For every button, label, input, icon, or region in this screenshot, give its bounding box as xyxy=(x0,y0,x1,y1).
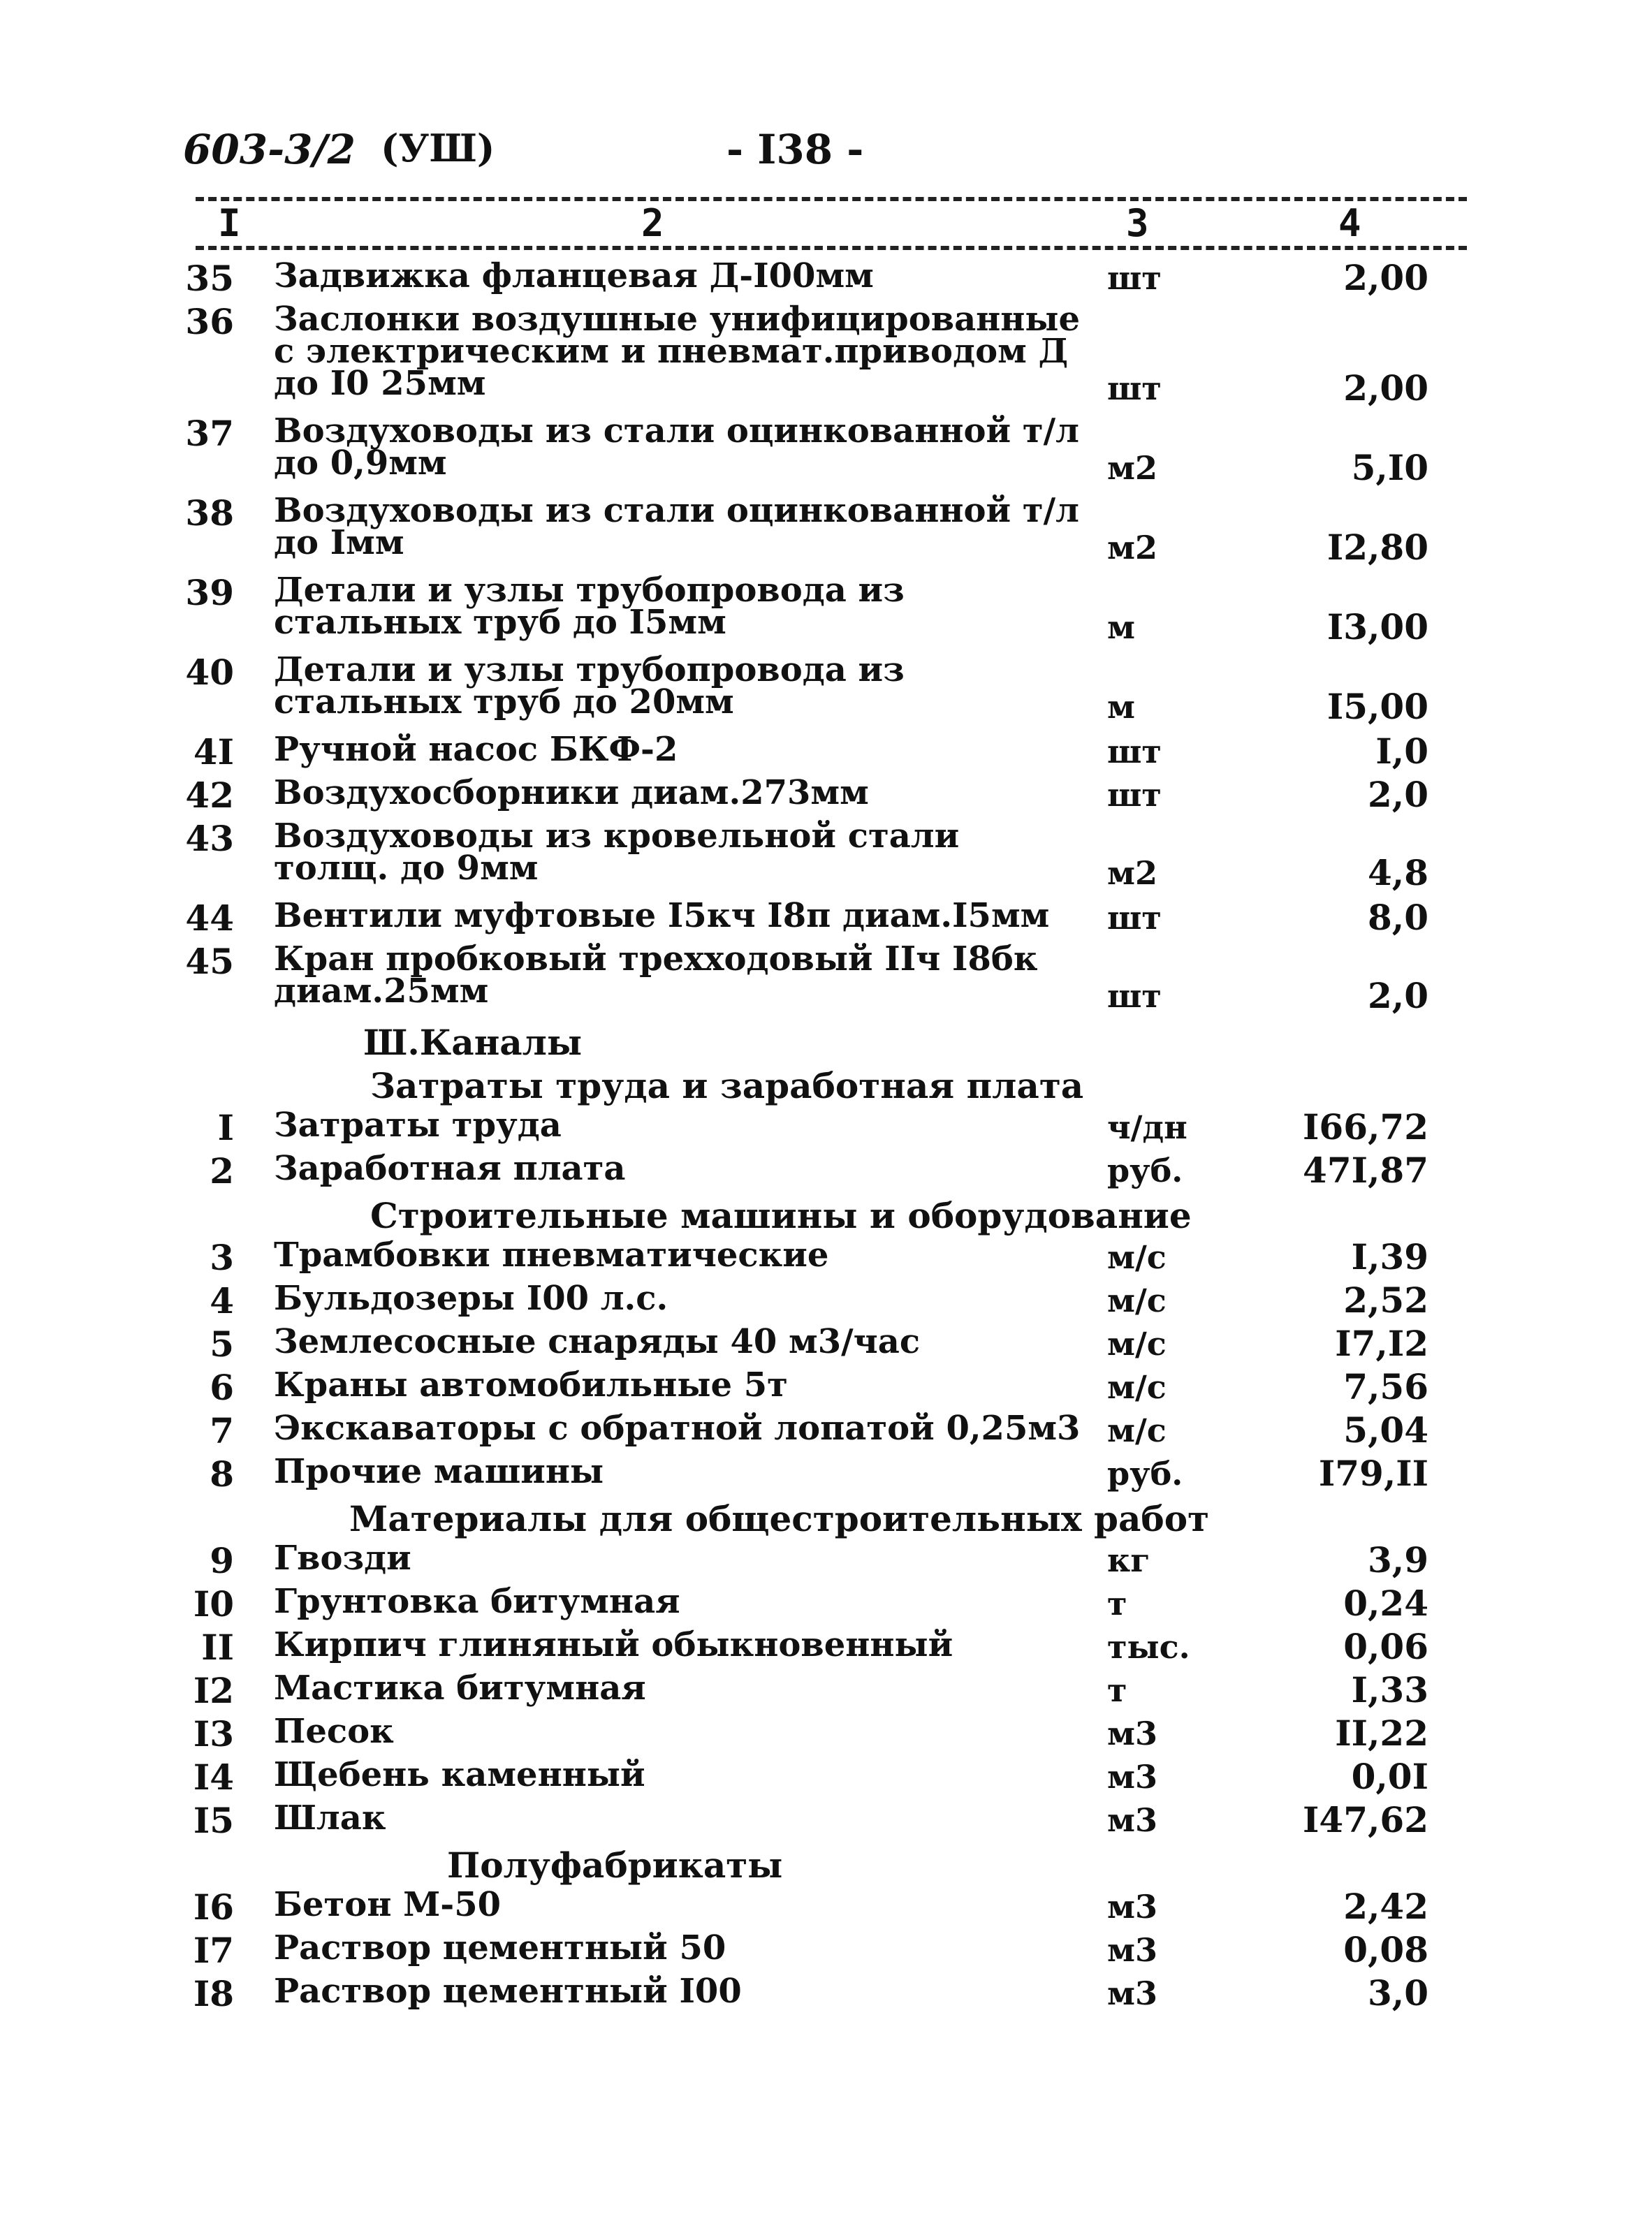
row-quantity: 5,04 xyxy=(1343,1409,1428,1451)
row-name: Раствор цементный I00 xyxy=(274,1972,742,2011)
row-unit: м2 xyxy=(1107,529,1157,566)
row-number: 44 xyxy=(185,897,234,939)
row-quantity: I2,80 xyxy=(1326,527,1428,568)
row-name: Воздуховоды из кровельной стали толщ. до 9мм xyxy=(274,816,960,888)
row-number: I2 xyxy=(193,1670,234,1711)
row-unit: т xyxy=(1107,1585,1127,1622)
row-name: Заслонки воздушные унифицированные с электрическим и пневмат.приводом Д до I0 25мм xyxy=(274,300,1081,403)
row-name: Ручной насос БКФ-2 xyxy=(274,730,678,769)
row-number: 42 xyxy=(185,775,234,816)
row-unit: шт xyxy=(1107,776,1162,814)
column-header-2: 2 xyxy=(641,201,664,245)
table-row xyxy=(0,300,1652,415)
row-number: I5 xyxy=(193,1800,234,1841)
row-unit: шт xyxy=(1107,899,1162,937)
row-number: I6 xyxy=(193,1886,234,1928)
row-name: Воздуховоды из стали оцинкованной т/л до Iмм xyxy=(274,491,1079,562)
row-name: Детали и узлы трубопровода из стальных труб до I5мм xyxy=(274,571,905,642)
table-row xyxy=(0,1365,1652,1412)
table-row xyxy=(0,411,1652,494)
row-quantity: I,33 xyxy=(1351,1669,1428,1710)
section-heading-text: Материалы для общестроительных работ xyxy=(349,1498,1210,1539)
row-unit: шт xyxy=(1107,369,1162,407)
table-row xyxy=(0,1236,1652,1282)
row-number: I4 xyxy=(193,1757,234,1798)
row-unit: м3 xyxy=(1107,1715,1157,1752)
row-quantity: 2,42 xyxy=(1343,1886,1428,1927)
row-unit: м3 xyxy=(1107,1758,1157,1796)
table-row xyxy=(0,896,1652,943)
table-row xyxy=(0,1625,1652,1672)
row-unit: м/с xyxy=(1107,1325,1167,1363)
row-quantity: I3,00 xyxy=(1326,606,1428,647)
table-row xyxy=(0,730,1652,777)
section-heading xyxy=(0,1196,1652,1239)
row-unit: м2 xyxy=(1107,854,1157,892)
row-unit: м/с xyxy=(1107,1238,1167,1276)
row-number: 45 xyxy=(185,941,234,982)
row-name: Воздухосборники диам.273мм xyxy=(274,773,869,812)
row-quantity: 2,00 xyxy=(1343,257,1428,298)
section-heading-text: Ш.Каналы xyxy=(363,1022,583,1063)
row-number: 43 xyxy=(185,818,234,859)
row-unit: кг xyxy=(1107,1541,1150,1579)
table-row xyxy=(0,256,1652,303)
row-unit: м/с xyxy=(1107,1412,1167,1449)
row-number: 5 xyxy=(210,1324,234,1365)
row-name: Кран пробковый трехходовый IIч I8бк диам.25мм xyxy=(274,939,1038,1011)
row-name: Вентили муфтовые I5кч I8п диам.I5мм xyxy=(274,896,1050,935)
row-unit: шт xyxy=(1107,259,1162,297)
row-number: 3 xyxy=(210,1237,234,1278)
row-quantity: 0,0I xyxy=(1351,1756,1428,1797)
row-name: Шлак xyxy=(274,1798,386,1838)
row-number: 4 xyxy=(210,1280,234,1321)
row-number: 36 xyxy=(185,301,234,342)
row-unit: м/с xyxy=(1107,1282,1167,1319)
table-row xyxy=(0,1928,1652,1975)
row-name: Трамбовки пневматические xyxy=(274,1236,829,1275)
row-number: 2 xyxy=(210,1150,234,1192)
row-number: I3 xyxy=(193,1713,234,1754)
document-code: 603-3/2 xyxy=(183,126,356,173)
section-heading-text: Затраты труда и заработная плата xyxy=(370,1065,1084,1106)
section-heading xyxy=(0,1023,1652,1066)
row-number: 37 xyxy=(185,413,234,454)
row-quantity: I,39 xyxy=(1351,1236,1428,1277)
row-name: Кирпич глиняный обыкновенный xyxy=(274,1625,953,1664)
row-number: II xyxy=(201,1627,234,1668)
table-row xyxy=(0,1755,1652,1802)
row-unit: ч/дн xyxy=(1107,1108,1187,1146)
section-heading xyxy=(0,1499,1652,1542)
row-number: I8 xyxy=(193,1973,234,2014)
table-row xyxy=(0,773,1652,820)
row-quantity: 8,0 xyxy=(1368,897,1428,938)
row-quantity: 0,08 xyxy=(1343,1929,1428,1970)
row-unit: т xyxy=(1107,1671,1127,1709)
row-name: Прочие машины xyxy=(274,1452,604,1491)
row-quantity: 7,56 xyxy=(1343,1366,1428,1407)
row-name: Экскаваторы с обратной лопатой 0,25м3 xyxy=(274,1409,1081,1448)
row-quantity: 0,06 xyxy=(1343,1626,1428,1667)
row-name: Песок xyxy=(274,1712,394,1751)
row-name: Бульдозеры I00 л.с. xyxy=(274,1279,668,1318)
row-unit: м3 xyxy=(1107,1888,1157,1926)
table-row xyxy=(0,1409,1652,1456)
row-quantity: 2,0 xyxy=(1368,774,1428,815)
row-name: Детали и узлы трубопровода из стальных труб до 20мм xyxy=(274,650,905,721)
table-body xyxy=(0,256,1652,2018)
row-quantity: I79,II xyxy=(1318,1453,1428,1494)
row-quantity: 47I,87 xyxy=(1303,1150,1428,1191)
row-unit: руб. xyxy=(1107,1152,1183,1189)
row-quantity: 2,0 xyxy=(1368,975,1428,1016)
table-row xyxy=(0,1669,1652,1715)
row-unit: м/с xyxy=(1107,1368,1167,1406)
column-header-1: I xyxy=(218,201,241,245)
table-row xyxy=(0,1452,1652,1499)
table-row xyxy=(0,1972,1652,2018)
row-quantity: 3,9 xyxy=(1368,1539,1428,1581)
row-quantity: 3,0 xyxy=(1368,1972,1428,2014)
row-quantity: 2,52 xyxy=(1343,1280,1428,1321)
row-number: 39 xyxy=(185,572,234,613)
row-unit: м2 xyxy=(1107,449,1157,487)
table-row xyxy=(0,816,1652,900)
table-row xyxy=(0,1149,1652,1196)
row-unit: м3 xyxy=(1107,1801,1157,1839)
row-name: Щебень каменный xyxy=(274,1755,645,1794)
row-name: Бетон М-50 xyxy=(274,1885,502,1924)
row-number: I xyxy=(217,1107,234,1148)
table-row xyxy=(0,1885,1652,1932)
row-number: 9 xyxy=(210,1540,234,1581)
table-row xyxy=(0,491,1652,574)
row-name: Затраты труда xyxy=(274,1106,562,1145)
table-row xyxy=(0,939,1652,1023)
row-unit: м3 xyxy=(1107,1974,1157,2012)
row-unit: тыс. xyxy=(1107,1628,1190,1666)
row-number: 4I xyxy=(193,731,234,772)
section-heading-text: Строительные машины и оборудование xyxy=(370,1195,1192,1236)
row-number: 35 xyxy=(185,258,234,299)
row-quantity: I66,72 xyxy=(1303,1106,1428,1148)
row-number: 6 xyxy=(210,1367,234,1408)
volume-label: (УШ) xyxy=(381,126,495,170)
row-quantity: I47,62 xyxy=(1303,1799,1428,1840)
table-row xyxy=(0,1322,1652,1369)
row-number: 7 xyxy=(210,1410,234,1451)
row-unit: м xyxy=(1107,688,1135,726)
row-unit: шт xyxy=(1107,733,1162,770)
row-unit: м xyxy=(1107,608,1135,646)
page-number: - I38 - xyxy=(726,126,864,173)
divider-header xyxy=(196,246,1467,250)
row-name: Гвозди xyxy=(274,1539,411,1578)
row-name: Раствор цементный 50 xyxy=(274,1928,726,1967)
row-quantity: 2,00 xyxy=(1343,367,1428,409)
row-name: Грунтовка битумная xyxy=(274,1582,680,1621)
row-quantity: I7,I2 xyxy=(1335,1323,1428,1364)
section-heading xyxy=(0,1845,1652,1889)
row-name: Мастика битумная xyxy=(274,1669,646,1708)
row-number: 38 xyxy=(185,492,234,534)
column-header-3: 3 xyxy=(1126,201,1149,245)
row-unit: м3 xyxy=(1107,1931,1157,1969)
row-number: 40 xyxy=(185,652,234,693)
table-row xyxy=(0,1712,1652,1759)
table-row xyxy=(0,571,1652,654)
table-row xyxy=(0,650,1652,733)
row-name: Землесосные снаряды 40 м3/час xyxy=(274,1322,921,1361)
section-heading xyxy=(0,1066,1652,1109)
row-number: I7 xyxy=(193,1930,234,1971)
row-quantity: 5,I0 xyxy=(1351,447,1428,488)
table-row xyxy=(0,1582,1652,1629)
row-number: 8 xyxy=(210,1453,234,1495)
table-row xyxy=(0,1539,1652,1585)
row-quantity: 4,8 xyxy=(1368,852,1428,893)
row-name: Задвижка фланцевая Д-I00мм xyxy=(274,256,874,295)
table-row xyxy=(0,1279,1652,1326)
row-quantity: 0,24 xyxy=(1343,1583,1428,1624)
row-name: Заработная плата xyxy=(274,1149,626,1188)
section-heading-text: Полуфабрикаты xyxy=(447,1845,783,1886)
table-row xyxy=(0,1106,1652,1152)
row-quantity: II,22 xyxy=(1335,1713,1428,1754)
row-quantity: I,0 xyxy=(1375,731,1428,772)
row-name: Воздуховоды из стали оцинкованной т/л до 0,9мм xyxy=(274,411,1079,483)
row-number: I0 xyxy=(193,1583,234,1625)
row-name: Краны автомобильные 5т xyxy=(274,1365,788,1405)
column-headers xyxy=(0,201,1652,246)
row-unit: руб. xyxy=(1107,1455,1183,1493)
row-unit: шт xyxy=(1107,977,1162,1015)
table-row xyxy=(0,1798,1652,1845)
row-quantity: I5,00 xyxy=(1326,686,1428,727)
page-header xyxy=(0,119,1652,182)
column-header-4: 4 xyxy=(1338,201,1361,245)
